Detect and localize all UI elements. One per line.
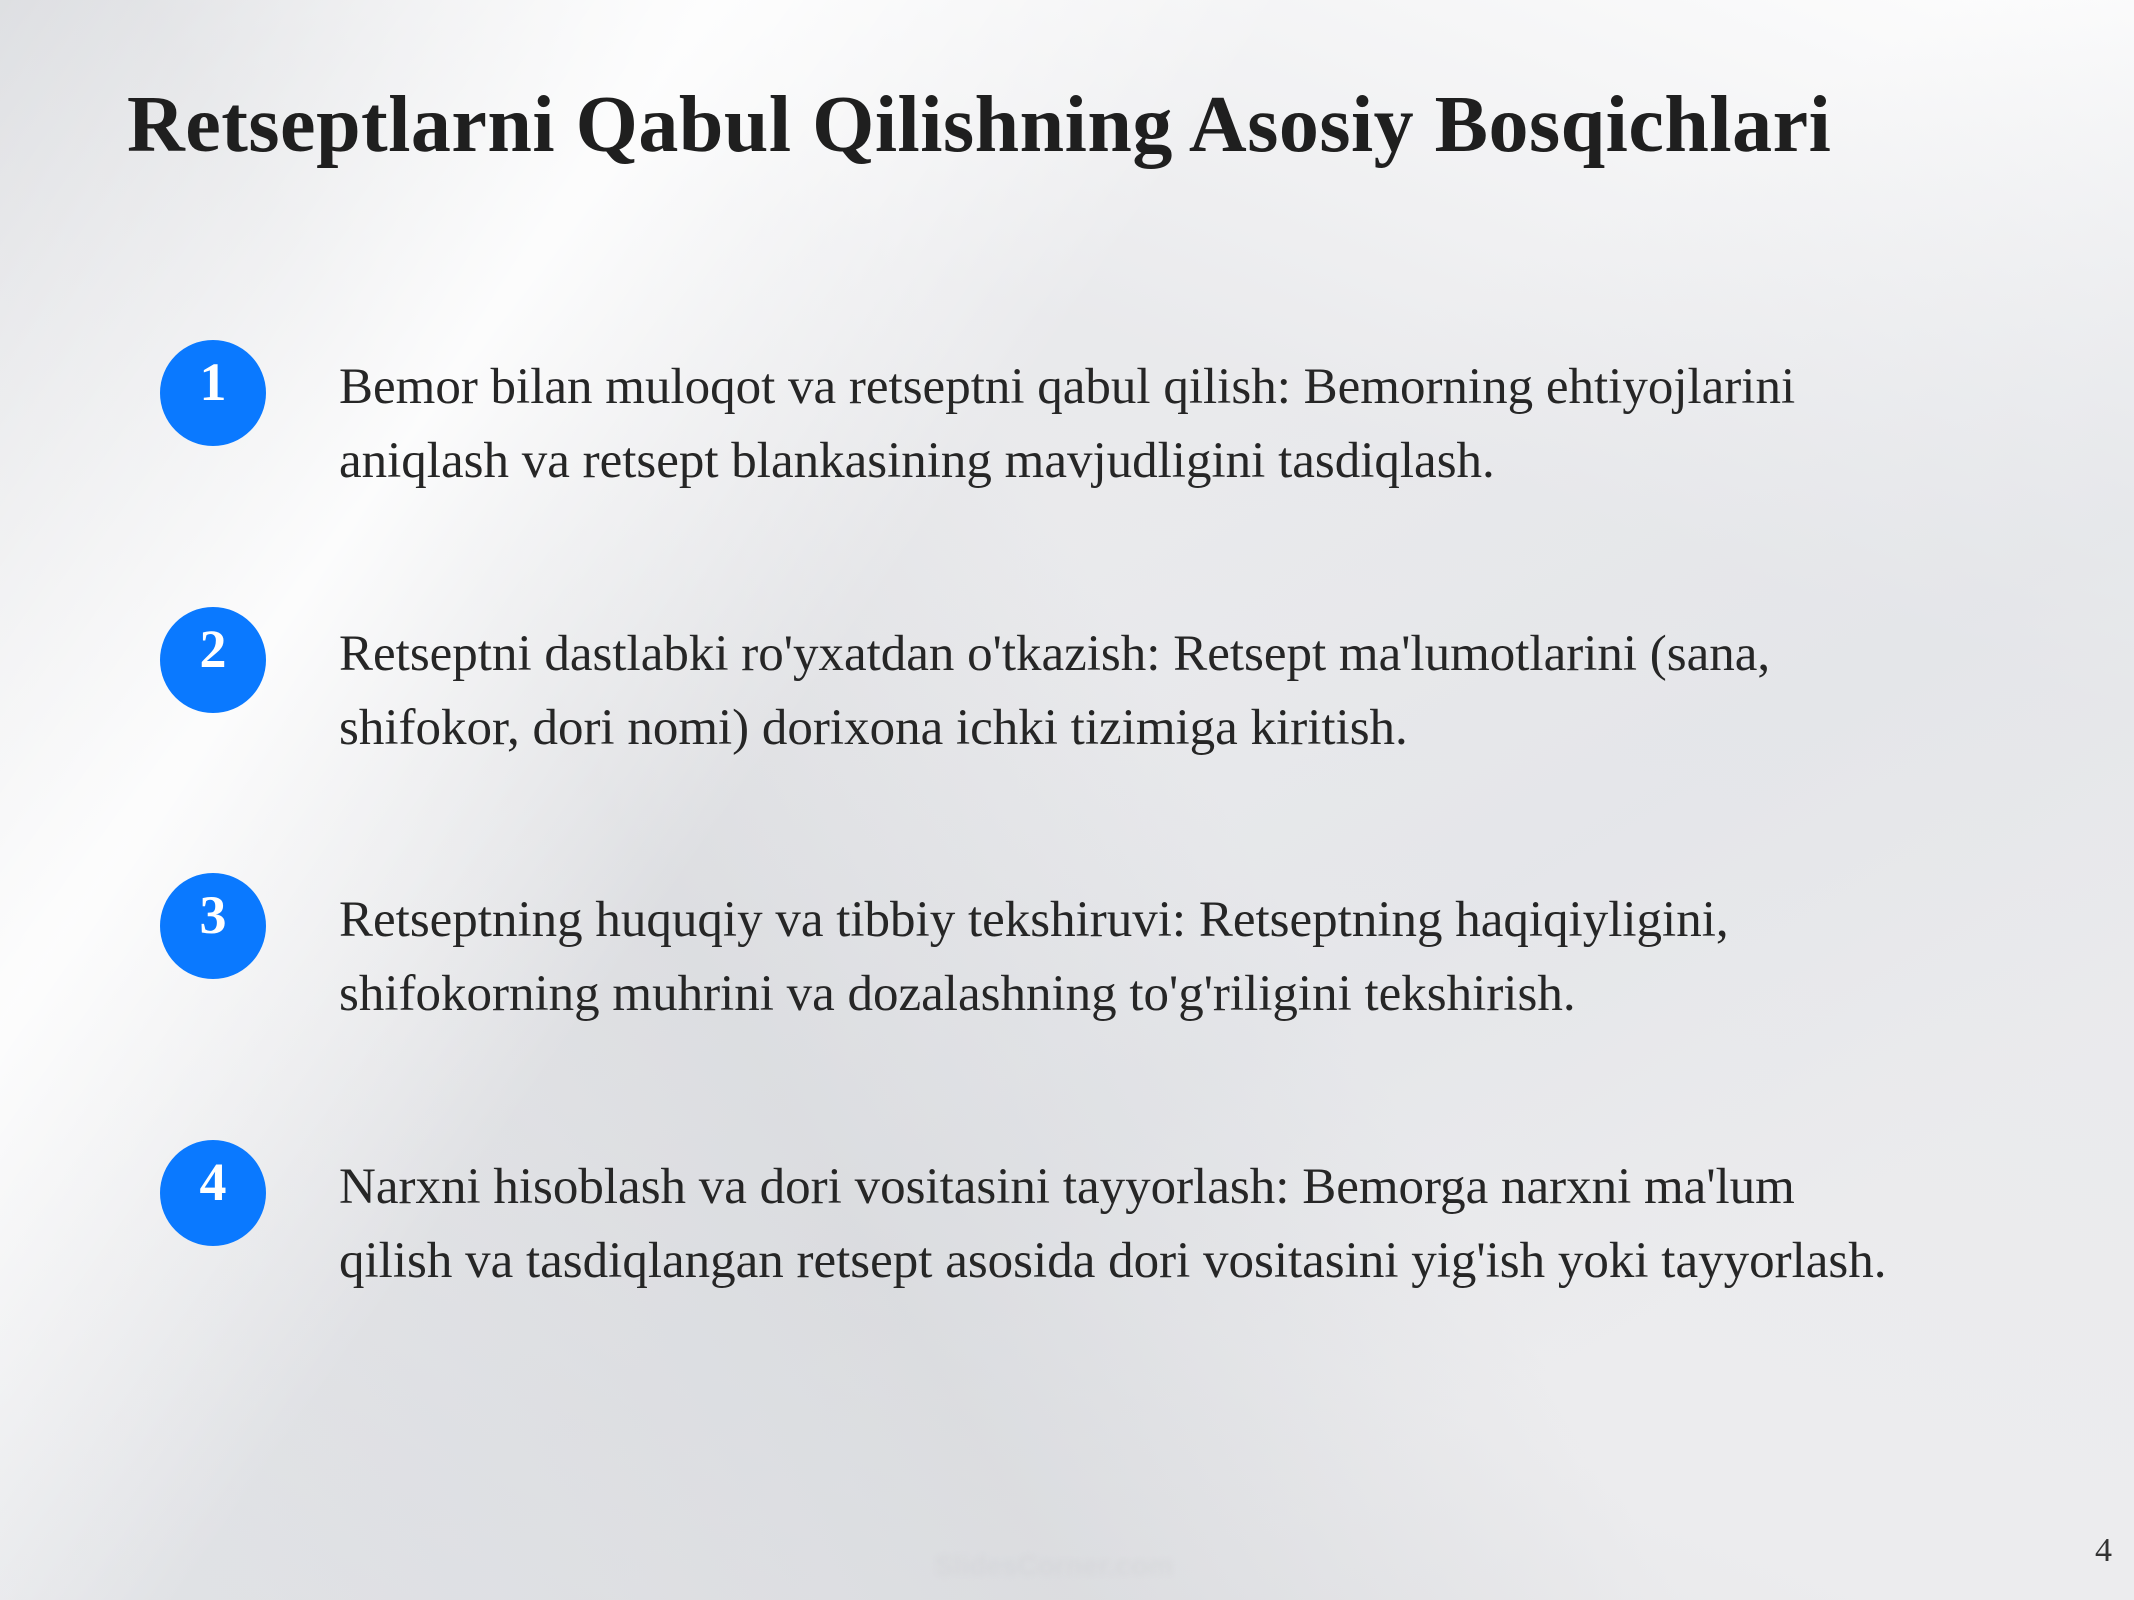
step-text: Bemor bilan muloqot va retseptni qabul qilish: Bemorning ehtiyojlarini aniqlash va retsept blankasining mavjudligini tasdiqlash. bbox=[339, 359, 1796, 489]
step-number-badge: 2 bbox=[160, 607, 266, 713]
page-number: 4 bbox=[2095, 1532, 2112, 1569]
step-text: Retseptni dastlabki ro'yxatdan o'tkazish: Retsept ma'lumotlarini (sana, shifokor, dori nomi) dorixona ichki tizimiga kiritish. bbox=[339, 626, 1771, 756]
step-number-badge: 3 bbox=[160, 873, 266, 979]
step-text: Narxni hisoblash va dori vositasini tayyorlash: Bemorga narxni ma'lum qilish va tasdiqlangan retsept asosida dori vositasini yig'ish yoki tayyorlash. bbox=[339, 1159, 1887, 1289]
slide-title: Retseptlarni Qabul Qilishning Asosiy Bosqichlari bbox=[127, 81, 1832, 169]
watermark: SlidesCorner.com bbox=[935, 1550, 1174, 1581]
step-number-badge: 4 bbox=[160, 1140, 266, 1246]
step-text: Retseptning huquqiy va tibbiy tekshiruvi: Retseptning haqiqiyligini, shifokorning muhrini va dozalashning to'g'riligini tekshirish. bbox=[339, 892, 1729, 1022]
step-number-badge: 1 bbox=[160, 340, 266, 446]
